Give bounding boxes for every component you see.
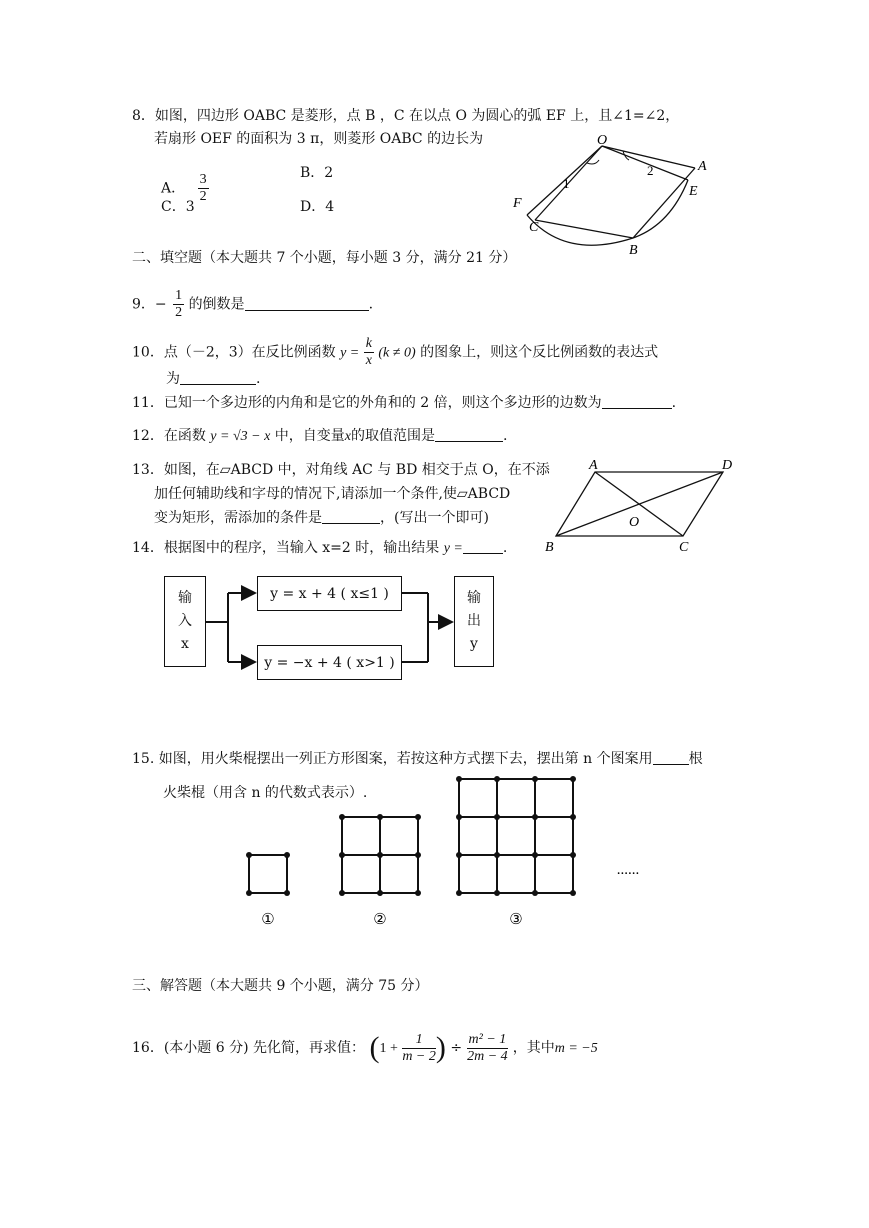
label-c: C <box>529 220 539 235</box>
matchstick-joint <box>415 852 421 858</box>
pattern-label-2: ② <box>373 912 387 928</box>
q10-line1: 10．点（－2，3）在反比例函数 y = $\frac{k}{x}$ (k ≠ 0) 的图象上，则这个反比例函数的表达式 <box>132 336 659 368</box>
matchstick-joint <box>494 814 500 820</box>
matchstick-joint <box>532 890 538 896</box>
label-a: A <box>698 159 707 174</box>
flow-output-box: 输 出 y <box>454 576 494 667</box>
matchstick-joint <box>494 776 500 782</box>
label-a: A <box>589 458 598 473</box>
angle-2-label: 2 <box>647 163 654 178</box>
label-b: B <box>629 243 638 258</box>
matchstick-joint <box>339 814 345 820</box>
flow-branch2-box: y = −x + 4 ( x>1 ) <box>257 645 402 680</box>
matchstick-joint <box>339 852 345 858</box>
matchstick-joint <box>377 814 383 820</box>
matchstick-joint <box>284 852 290 858</box>
matchstick-pattern-figure <box>240 770 660 930</box>
flow-branch1-box: y = x + 4 ( x≤1 ) <box>257 576 402 611</box>
pattern-label-1: ① <box>261 912 275 928</box>
q8-option-a: A． $\frac{3}{2}$ <box>161 172 207 204</box>
matchstick-joint <box>415 890 421 896</box>
q13-line3: 变为矩形，需添加的条件是 ，(写出一个即可) <box>154 510 489 526</box>
matchstick-joint <box>456 852 462 858</box>
label-b: B <box>545 540 554 555</box>
matchstick-joint <box>284 890 290 896</box>
section-3-heading: 三、解答题（本大题共 9 个小题，满分 75 分） <box>132 978 429 994</box>
pattern-label-3: ③ <box>509 912 523 928</box>
matchstick-joint <box>415 814 421 820</box>
rhombus-sector-figure <box>505 130 725 260</box>
label-o: O <box>629 515 640 530</box>
matchstick-joint <box>570 852 576 858</box>
q13-line2: 加任何辅助线和字母的情况下,请添加一个条件,使▱ABCD <box>154 486 511 502</box>
matchstick-joint <box>339 890 345 896</box>
q12: 12．在函数 y = √3 − x 中，自变量x的取值范围是 . <box>132 428 508 444</box>
parallelogram-figure <box>540 454 740 556</box>
matchstick-joint <box>377 890 383 896</box>
matchstick-joint <box>246 852 252 858</box>
q15-line1: 15. 如图，用火柴棍摆出一列正方形图案，若按这种方式摆下去，摆出第 n 个图案用 根 <box>132 751 703 767</box>
matchstick-joint <box>494 890 500 896</box>
q8-option-c: C．3 <box>161 199 195 215</box>
matchstick-joint <box>377 852 383 858</box>
ellipsis: ...... <box>616 862 640 878</box>
q15-line2: 火柴棍（用含 n 的代数式表示）. <box>163 785 368 801</box>
flow-input-box: 输 入 x <box>164 576 206 667</box>
matchstick-joint <box>246 890 252 896</box>
matchstick-joint <box>532 814 538 820</box>
matchstick-joint <box>456 776 462 782</box>
matchstick-joint <box>532 852 538 858</box>
label-e: E <box>689 184 698 199</box>
q8-option-b: B．2 <box>300 165 334 181</box>
matchstick-joint <box>570 814 576 820</box>
q16: 16．(本小题 6 分) 先化简，再求值： (1 + $\frac{1}{m - 2}$ ) ÷ $\frac{\text{m² − 1}}{2m - 4}$ ，其中m = −5 <box>132 1031 598 1064</box>
q8-line1: 8．如图，四边形 OABC 是菱形，点 B ，C 在以点 O 为圆心的弧 EF 上，且∠1=∠2， <box>132 108 680 124</box>
q11: 11．已知一个多边形的内角和是它的外角和的 2 倍，则这个多边形的边数为 . <box>132 395 677 411</box>
matchstick-joint <box>532 776 538 782</box>
matchstick-joint <box>570 890 576 896</box>
label-d: D <box>722 458 733 473</box>
q8-line2: 若扇形 OEF 的面积为 3 π，则菱形 OABC 的边长为 <box>154 131 484 147</box>
matchstick-joint <box>494 852 500 858</box>
q9: 9．− $\frac{1}{2}$ 的倒数是 . <box>132 288 374 320</box>
label-o: O <box>597 133 608 148</box>
flow-arrows <box>200 570 465 690</box>
matchstick-joint <box>456 814 462 820</box>
label-c: C <box>679 540 689 555</box>
q14: 14．根据图中的程序，当输入 x=2 时，输出结果 y = . <box>132 540 508 556</box>
q13-line1: 13．如图，在▱ABCD 中，对角线 AC 与 BD 相交于点 O，在不添 <box>132 462 550 478</box>
matchstick-joint <box>570 776 576 782</box>
q8-option-d: D．4 <box>300 199 335 215</box>
label-f: F <box>513 196 522 211</box>
section-2-heading: 二、填空题（本大题共 7 个小题，每小题 3 分，满分 21 分） <box>132 250 517 266</box>
matchstick-joint <box>456 890 462 896</box>
angle-1-label: 1 <box>563 176 570 191</box>
q10-line2: 为 . <box>166 371 261 387</box>
